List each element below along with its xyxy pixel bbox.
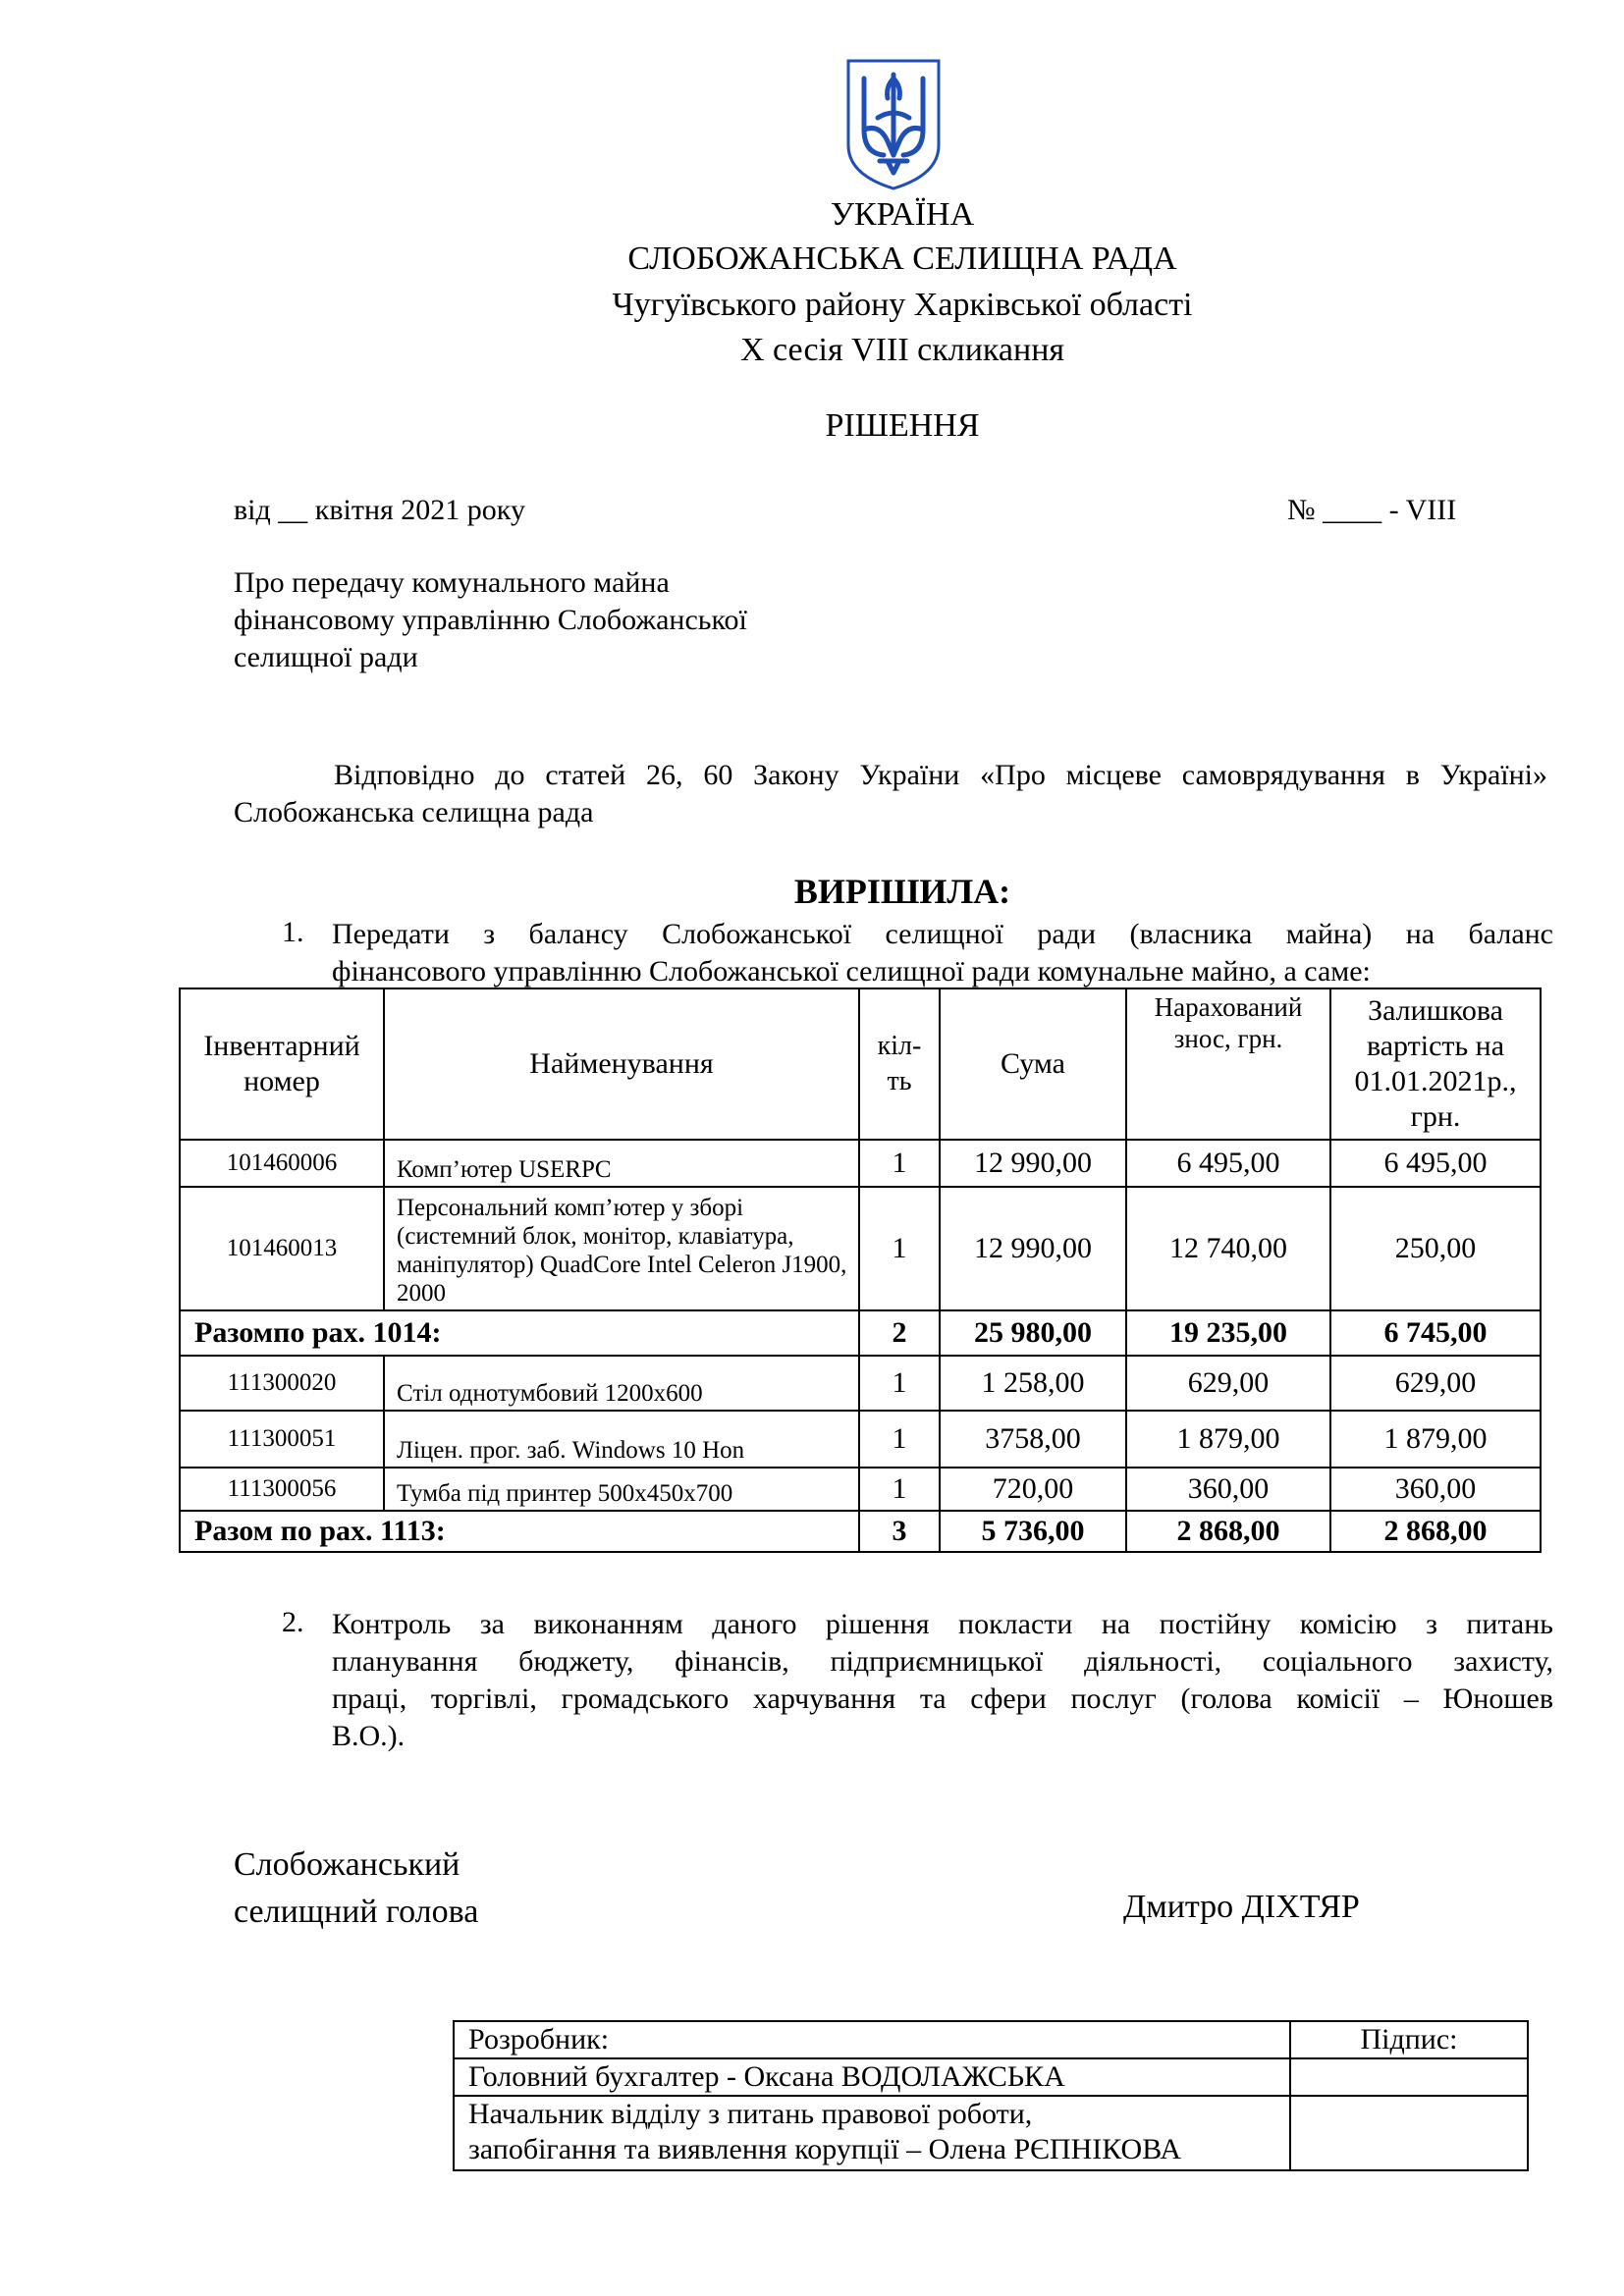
cell-sum: 12 990,00: [940, 1187, 1126, 1310]
subtotal-label: Разом по рах. 1113:: [180, 1511, 859, 1552]
item-2-text: [332, 1606, 1553, 1755]
header-residual-value: Залишкова вартість на 01.01.2021р., грн.: [1330, 988, 1541, 1140]
cell-inventory: 101460006: [180, 1140, 384, 1187]
subtotal-quantity: 3: [859, 1511, 940, 1552]
approver-name: Головний бухгалтер - Оксана ВОДОЛАЖСЬКА: [454, 2058, 1290, 2096]
item-line: Контроль за виконанням даного рішення покласти на постійну комісію з питань: [332, 1608, 1553, 1640]
approver-line: Начальник відділу з питань правової роботи,: [468, 2098, 1033, 2130]
cell-quantity: 1: [859, 1356, 940, 1411]
developer-label: Розробник:: [454, 2021, 1290, 2058]
subject-line: Про передачу комунального майна: [234, 566, 670, 599]
header-quantity: кіл-ть: [859, 988, 940, 1140]
approver-line: запобігання та виявлення корупції – Олена РЄПНІКОВА: [468, 2133, 1182, 2165]
header-sum: Сума: [940, 988, 1126, 1140]
item-line: Передати з балансу Слобожанської селищної ради (власника майна) на баланс: [332, 918, 1553, 950]
cell-sum: 1 258,00: [940, 1356, 1126, 1411]
cell-name: Тумба під принтер 500х450х700: [384, 1468, 859, 1511]
cell-sum: 720,00: [940, 1468, 1126, 1511]
approvals-header-row: [454, 2021, 1528, 2058]
approver-name: [454, 2096, 1290, 2170]
approvals-row: [454, 2096, 1528, 2170]
district-subtitle: Чугуївського району Харківської області: [612, 287, 1193, 323]
cell-depreciation: 629,00: [1126, 1356, 1330, 1411]
signatory-title-line: Слобожанський: [234, 1846, 460, 1883]
header-inventory-number: Інвентарний номер: [180, 988, 384, 1140]
table-row: [180, 1468, 1541, 1511]
council-title: СЛОБОЖАНСЬКА СЕЛИЩНА РАДА: [627, 240, 1177, 277]
signature-cell: [1290, 2058, 1528, 2096]
signatory-title-line: селищний голова: [234, 1894, 479, 1930]
property-table: [179, 988, 1542, 1553]
cell-quantity: 1: [859, 1411, 940, 1468]
cell-name: Персональний комп’ютер у зборі (системний блок, монітор, клавіатура, маніпулятор) QuadCore Intel Celeron J1900, 2000: [384, 1187, 859, 1310]
cell-residual: 250,00: [1330, 1187, 1541, 1310]
subtotal-depreciation: 19 235,00: [1126, 1310, 1330, 1356]
cell-residual: 6 495,00: [1330, 1140, 1541, 1187]
subtotal-label: Разомпо рах. 1014:: [180, 1310, 859, 1356]
cell-sum: 3758,00: [940, 1411, 1126, 1468]
cell-quantity: 1: [859, 1187, 940, 1310]
item-1-text: [332, 916, 1553, 990]
decision-subject: [234, 564, 747, 676]
cell-depreciation: 1 879,00: [1126, 1411, 1330, 1468]
subtotal-residual: 6 745,00: [1330, 1310, 1541, 1356]
session-subtitle: Х сесія VIII скликання: [739, 332, 1065, 368]
cell-depreciation: 12 740,00: [1126, 1187, 1330, 1310]
subject-line: селищної ради: [234, 641, 418, 673]
signature-label: Підпис:: [1290, 2021, 1528, 2058]
cell-quantity: 1: [859, 1140, 940, 1187]
header-name: Найменування: [384, 988, 859, 1140]
coat-of-arms-icon: [844, 59, 943, 190]
cell-name: Стіл однотумбовий 1200х600: [384, 1356, 859, 1411]
cell-residual: 1 879,00: [1330, 1411, 1541, 1468]
subtotal-sum: 5 736,00: [940, 1511, 1126, 1552]
cell-name: Комп’ютер USERPC: [384, 1140, 859, 1187]
item-line: планування бюджету, фінансів, підприємницької діяльності, соціального захисту,: [332, 1645, 1553, 1678]
item-number: 1.: [282, 916, 304, 948]
cell-inventory: 101460013: [180, 1187, 384, 1310]
cell-inventory: 111300020: [180, 1356, 384, 1411]
item-line: праці, торгівлі, громадського харчування та сфери послуг (голова комісії – Юношев: [332, 1682, 1553, 1715]
cell-residual: 629,00: [1330, 1356, 1541, 1411]
country-title: УКРАЇНА: [830, 196, 975, 233]
table-header-row: [180, 988, 1541, 1140]
decision-heading: ВИРІШИЛА:: [793, 872, 1011, 911]
preamble-line: Відповідно до статей 26, 60 Закону України «Про місцеве самоврядування в Україні»: [334, 759, 1547, 791]
decision-number: № ____ - VIII: [1287, 494, 1457, 526]
table-row: [180, 1187, 1541, 1310]
subject-line: фінансовому управлінню Слобожанської: [234, 604, 747, 636]
item-line: фінансового управлінню Слобожанської селищної ради комунальне майно, а саме:: [332, 955, 1371, 988]
subtotal-sum: 25 980,00: [940, 1310, 1126, 1356]
signatory-title: [234, 1842, 478, 1936]
cell-depreciation: 6 495,00: [1126, 1140, 1330, 1187]
approvals-table: [453, 2020, 1529, 2171]
subtotal-depreciation: 2 868,00: [1126, 1511, 1330, 1552]
approvals-row: [454, 2058, 1528, 2096]
preamble-line: Слобожанська селищна рада: [234, 796, 594, 828]
document-type: РІШЕННЯ: [825, 407, 980, 444]
cell-depreciation: 360,00: [1126, 1468, 1330, 1511]
cell-sum: 12 990,00: [940, 1140, 1126, 1187]
subtotal-quantity: 2: [859, 1310, 940, 1356]
cell-name: Ліцен. прог. заб. Windows 10 Hon: [384, 1411, 859, 1468]
table-row: [180, 1411, 1541, 1468]
cell-inventory: 111300051: [180, 1411, 384, 1468]
table-row: [180, 1140, 1541, 1187]
item-number: 2.: [282, 1606, 304, 1638]
signature-cell: [1290, 2096, 1528, 2170]
subtotal-row: [180, 1511, 1541, 1552]
cell-quantity: 1: [859, 1468, 940, 1511]
cell-inventory: 111300056: [180, 1468, 384, 1511]
cell-residual: 360,00: [1330, 1468, 1541, 1511]
table-row: [180, 1356, 1541, 1411]
header-depreciation: Нарахований знос, грн.: [1126, 988, 1330, 1140]
subtotal-row: [180, 1310, 1541, 1356]
signatory-name: Дмитро ДІХТЯР: [1123, 1889, 1360, 1925]
item-line: В.О.).: [332, 1720, 406, 1752]
subtotal-residual: 2 868,00: [1330, 1511, 1541, 1552]
decision-date: від __ квітня 2021 року: [234, 494, 525, 526]
